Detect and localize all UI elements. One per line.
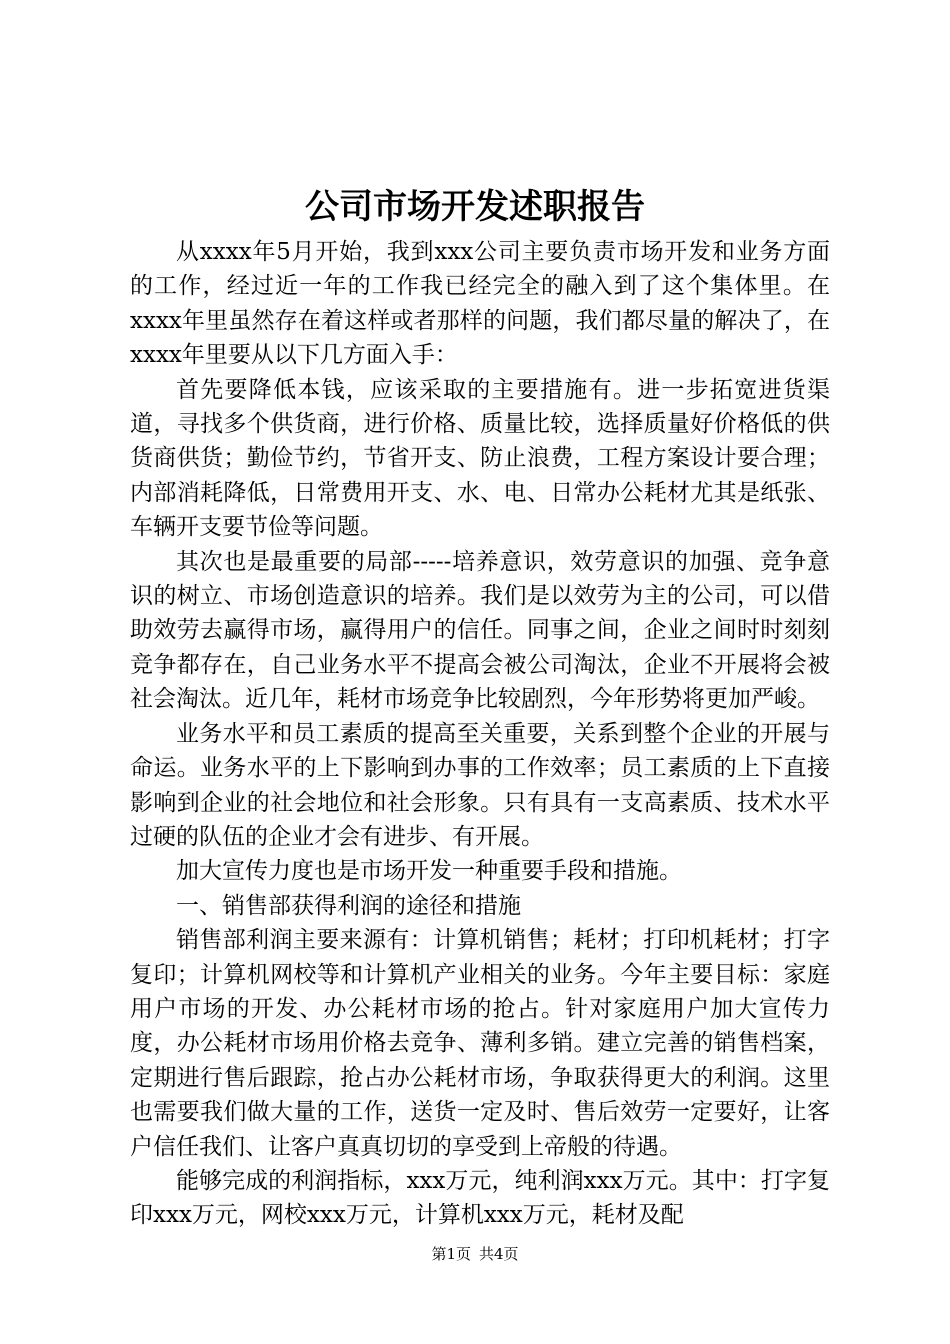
- paragraph: 销售部利润主要来源有：计算机销售；耗材；打印机耗材；打字复印；计算机网校等和计算机产业相关的业务。今年主要目标：家庭用户市场的开发、办公耗材市场的抢占。针对家庭用户加大宣传力度，办公耗材市场用价格去竞争、薄利多销。建立完善的销售档案，定期进行售后跟踪，抢占办公耗材市场，争取获得更大的利润。这里也需要我们做大量的工作，送货一定及时、售后效劳一定要好，让客户信任我们、让客户真真切切的享受到上帝般的待遇。: [130, 927, 830, 1160]
- document-title: 公司市场开发述职报告: [305, 187, 645, 227]
- page-total: 共4页: [479, 1245, 519, 1263]
- paragraph: 业务水平和员工素质的提高至关重要，关系到整个企业的开展与命运。业务水平的上下影响到办事的工作效率；员工素质的上下直接影响到企业的社会地位和社会形象。只有具有一支高素质、技术水平过硬的队伍的企业才会有进步、有开展。: [130, 720, 830, 850]
- paragraph: 首先要降低本钱，应该采取的主要措施有。进一步拓宽进货渠道，寻找多个供货商，进行价格、质量比较，选择质量好价格低的供货商供货；勤俭节约，节省开支、防止浪费，工程方案设计要合理；内部消耗降低，日常费用开支、水、电、日常办公耗材尤其是纸张、车辆开支要节俭等问题。: [130, 376, 830, 541]
- page-number: 第1页: [431, 1245, 471, 1263]
- paragraph: 能够完成的利润指标，xxx万元，纯利润xxx万元。其中：打字复印xxx万元，网校xxx万元，计算机xxx万元，耗材及配: [130, 1167, 830, 1229]
- page-footer: [0, 1244, 950, 1264]
- paragraph: 从xxxx年5月开始，我到xxx公司主要负责市场开发和业务方面的工作，经过近一年的工作我已经完全的融入到了这个集体里。在xxxx年里虽然存在着这样或者那样的问题，我们都尽量的解决了，在xxxx年里要从以下几方面入手：: [130, 239, 830, 369]
- paragraph: 其次也是最重要的局部-----培养意识，效劳意识的加强、竞争意识的树立、市场创造意识的培养。我们是以效劳为主的公司，可以借助效劳去赢得市场，赢得用户的信任。同事之间，企业之间时时刻刻竞争都存在，自己业务水平不提高会被公司淘汰，企业不开展将会被社会淘汰。近几年，耗材市场竞争比较剧烈，今年形势将更加严峻。: [130, 548, 830, 713]
- section-heading: 一、销售部获得利润的途径和措施: [176, 892, 521, 919]
- document-body: [130, 235, 830, 1233]
- paragraph: 加大宣传力度也是市场开发一种重要手段和措施。: [176, 858, 682, 885]
